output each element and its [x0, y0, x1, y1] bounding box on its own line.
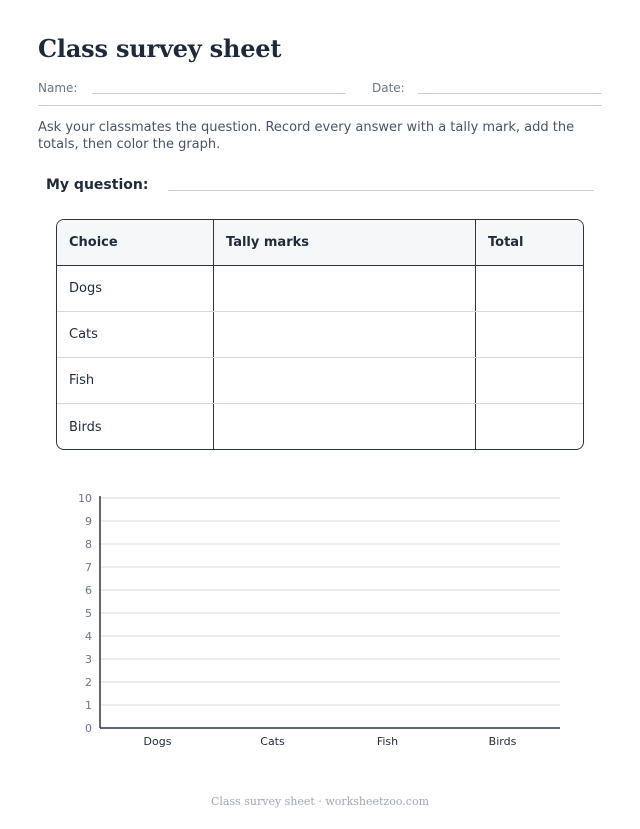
table-row	[57, 404, 583, 450]
date-label: Date:	[372, 81, 405, 95]
table-row	[57, 358, 583, 404]
bar-graph[interactable]	[0, 480, 640, 760]
name-field[interactable]	[92, 93, 346, 94]
y-tick-label: 1	[85, 699, 92, 712]
header-total: Total	[488, 235, 524, 250]
header-divider	[38, 105, 602, 106]
x-tick-label: Birds	[488, 735, 517, 748]
total-cell[interactable]	[476, 404, 583, 450]
page-title: Class survey sheet	[38, 34, 282, 63]
y-tick-label: 3	[85, 653, 92, 666]
table-row	[57, 312, 583, 358]
tally-cell[interactable]	[214, 266, 476, 311]
name-label: Name:	[38, 81, 78, 95]
instructions-text: Ask your classmates the question. Record every answer with a tally mark, add the totals, then color the graph.	[38, 120, 575, 152]
choice-cell: Cats	[57, 312, 214, 357]
y-tick-label: 7	[85, 561, 92, 574]
x-tick-label: Dogs	[143, 735, 172, 748]
y-tick-label: 2	[85, 676, 92, 689]
tally-cell[interactable]	[214, 404, 476, 450]
tally-cell[interactable]	[214, 358, 476, 403]
tally-cell[interactable]	[214, 312, 476, 357]
table-row	[57, 266, 583, 312]
y-tick-label: 9	[85, 515, 92, 528]
y-tick-label: 5	[85, 607, 92, 620]
header-choice: Choice	[57, 220, 214, 265]
y-tick-label: 4	[85, 630, 92, 643]
y-tick-label: 10	[78, 492, 92, 505]
choice-cell: Birds	[57, 404, 214, 450]
x-tick-label: Fish	[376, 735, 399, 748]
header-tally-marks: Tally marks	[214, 220, 476, 265]
date-field[interactable]	[418, 93, 602, 94]
total-cell[interactable]	[476, 358, 583, 403]
y-tick-label: 8	[85, 538, 92, 551]
choice-cell: Fish	[57, 358, 214, 403]
total-cell[interactable]	[476, 266, 583, 311]
y-tick-label: 0	[85, 722, 92, 735]
total-cell[interactable]	[476, 312, 583, 357]
x-tick-label: Cats	[260, 735, 285, 748]
question-label: My question:	[46, 177, 149, 193]
footer-text: Class survey sheet · worksheetzoo.com	[210, 795, 430, 808]
y-tick-label: 6	[85, 584, 92, 597]
question-field[interactable]	[168, 190, 594, 191]
table-header-row	[57, 220, 583, 266]
choice-cell: Dogs	[57, 266, 214, 311]
tally-table	[56, 219, 584, 450]
